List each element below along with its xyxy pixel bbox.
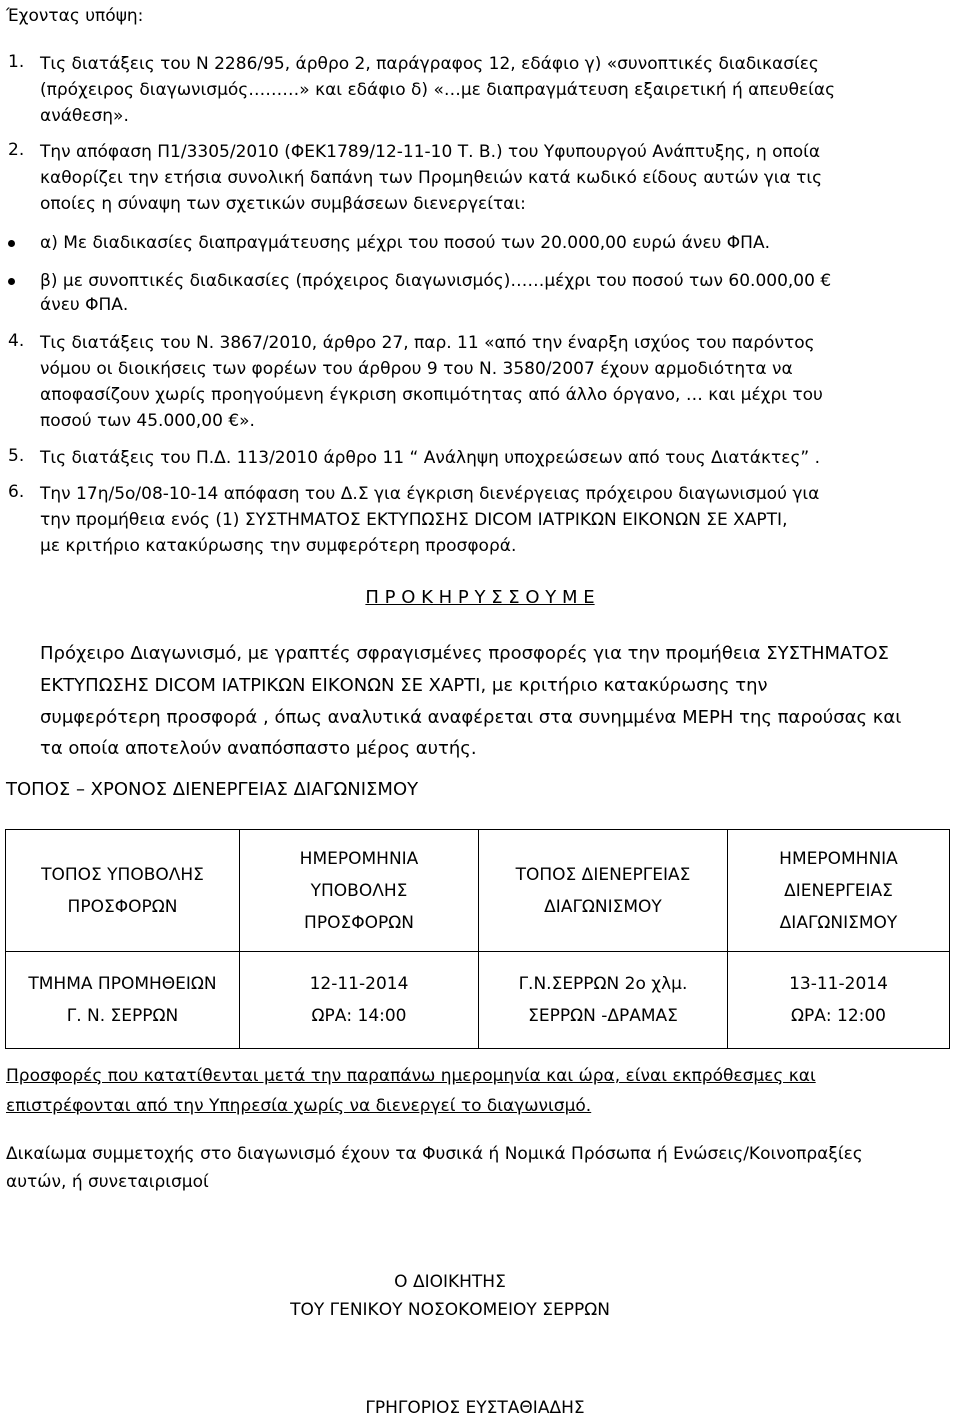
schedule-table	[5, 829, 950, 1049]
cell-line: ΣΕΡΡΩΝ -ΔΡΑΜΑΣ	[528, 1006, 678, 1026]
cell-line: ΗΜΕΡΟΜΗΝΙΑ	[299, 848, 419, 869]
cell-line: ΩΡΑ: 12:00	[791, 1006, 886, 1026]
item-number: 1.	[8, 52, 25, 72]
item-line: Τις διατάξεις του Ν 2286/95, άρθρο 2, παράγραφος 12, εδάφιο γ) «συνοπτικές διαδικασίες	[40, 54, 819, 74]
cell-line: 13-11-2014	[789, 974, 888, 994]
table-header-cell	[6, 830, 240, 952]
table-cell	[479, 952, 728, 1049]
item-line: Τις διατάξεις του Π.Δ. 113/2010 άρθρο 11 “ Ανάληψη υποχρεώσεων από τους Διατάκτες” .	[40, 448, 821, 468]
item-line: οποίες η σύναψη των σχετικών συμβάσεων διενεργείται:	[40, 194, 526, 214]
table-cell	[6, 952, 240, 1049]
page-title: Π Ρ Ο Κ Η Ρ Υ Σ Σ Ο Υ Μ Ε	[365, 587, 595, 608]
item-number: 6.	[8, 482, 25, 502]
item-line: την προμήθεια ενός (1) ΣΥΣΤΗΜΑΤΟΣ ΕΚΤΥΠΩΣΗΣ DICOM ΙΑΤΡΙΚΩΝ ΕΙΚΟΝΩΝ ΣΕ ΧΑΡΤΙ,	[40, 510, 788, 530]
bullet-line: β) με συνοπτικές διαδικασίες (πρόχειρος διαγωνισμός)……μέχρι του ποσού των 60.000,00 €	[40, 271, 832, 291]
item-line: Την 17η/5ο/08-10-14 απόφαση του Δ.Σ για έγκριση διενέργειας πρόχειρου διαγωνισμού για	[40, 484, 820, 504]
participation-line: αυτών, ή συνεταιρισμοί	[6, 1172, 209, 1192]
table-header-cell	[728, 830, 950, 952]
item-line: με κριτήριο κατακύρωσης την συμφερότερη προσφορά.	[40, 536, 517, 556]
table-cell	[728, 952, 950, 1049]
section-heading: ΤΟΠΟΣ – ΧΡΟΝΟΣ ΔΙΕΝΕΡΓΕΙΑΣ ΔΙΑΓΩΝΙΣΜΟΥ	[6, 779, 419, 800]
cell-line: ΤΟΠΟΣ ΥΠΟΒΟΛΗΣ	[41, 864, 204, 885]
item-line: καθορίζει την ετήσια συνολική δαπάνη των Προμηθειών κατά κωδικό είδους αυτών για τις	[40, 168, 823, 188]
cell-line: Γ.Ν.ΣΕΡΡΩΝ 2ο χλμ.	[518, 974, 688, 994]
table-header-row	[6, 830, 950, 952]
cell-line: 12-11-2014	[309, 974, 409, 994]
signature-subtitle: ΤΟΥ ΓΕΝΙΚΟΥ ΝΟΣΟΚΟΜΕΙΟΥ ΣΕΡΡΩΝ	[290, 1300, 610, 1320]
intro-text: Έχοντας υπόψη:	[6, 6, 144, 26]
body-line: τα οποία αποτελούν αναπόσπαστο μέρος αυτής.	[40, 738, 477, 759]
item-line: Τις διατάξεις του Ν. 3867/2010, άρθρο 27, παρ. 11 «από την έναρξη ισχύος του παρόντος	[40, 333, 815, 353]
bullet-icon	[8, 240, 15, 247]
cell-line: ΥΠΟΒΟΛΗΣ	[310, 880, 408, 901]
bullet-line: α) Με διαδικασίες διαπραγμάτευσης μέχρι του ποσού των 20.000,00 ευρώ άνευ ΦΠΑ.	[40, 233, 770, 253]
table-header-cell	[240, 830, 479, 952]
item-line: Την απόφαση Π1/3305/2010 (ΦΕΚ1789/12-11-10 Τ. Β.) του Υφυπουργού Ανάπτυξης, η οποία	[40, 142, 821, 162]
cell-line: ΔΙΕΝΕΡΓΕΙΑΣ	[784, 880, 893, 901]
cell-line: ΤΟΠΟΣ ΔΙΕΝΕΡΓΕΙΑΣ	[515, 864, 691, 885]
cell-line: ΠΡΟΣΦΟΡΩΝ	[304, 912, 414, 933]
table-header-cell	[479, 830, 728, 952]
participation-line: Δικαίωμα συμμετοχής στο διαγωνισμό έχουν τα Φυσικά ή Νομικά Πρόσωπα ή Ενώσεις/Κοινοπραξίες	[6, 1144, 863, 1164]
table-row	[6, 952, 950, 1049]
item-line: νόμου οι διοικήσεις των φορέων του άρθρου 9 του Ν. 3580/2007 έχουν αρμοδιότητα να	[40, 359, 793, 379]
cell-line: ΗΜΕΡΟΜΗΝΙΑ	[779, 848, 898, 869]
body-line: συμφερότερη προσφορά , όπως αναλυτικά αναφέρεται στα συνημμένα ΜΕΡΗ της παρούσας και	[40, 707, 902, 728]
cell-line: ΠΡΟΣΦΟΡΩΝ	[67, 896, 178, 917]
bullet-icon	[8, 278, 15, 285]
cell-line: ΔΙΑΓΩΝΙΣΜΟΥ	[779, 912, 898, 933]
item-line: (πρόχειρος διαγωνισμός………» και εδάφιο δ) «…με διαπραγμάτευση εξαιρετική ή απευθείας	[40, 80, 836, 100]
item-line: ανάθεση».	[40, 106, 129, 126]
cell-line: ΔΙΑΓΩΝΙΣΜΟΥ	[544, 896, 662, 917]
body-line: Πρόχειρο Διαγωνισμό, με γραπτές σφραγισμένες προσφορές για την προμήθεια ΣΥΣΤΗΜΑΤΟΣ	[40, 643, 889, 664]
notice-line: Προσφορές που κατατίθενται μετά την παραπάνω ημερομηνία και ώρα, είναι εκπρόθεσμες και	[6, 1066, 816, 1086]
signatory-name: ΓΡΗΓΟΡΙΟΣ ΕΥΣΤΑΘΙΑΔΗΣ	[365, 1398, 585, 1418]
item-number: 2.	[8, 140, 25, 160]
table-cell	[240, 952, 479, 1049]
item-number: 5.	[8, 446, 25, 466]
cell-line: ΩΡΑ: 14:00	[311, 1006, 407, 1026]
signature-title: Ο ΔΙΟΙΚΗΤΗΣ	[394, 1272, 506, 1292]
cell-line: Γ. Ν. ΣΕΡΡΩΝ	[66, 1006, 179, 1026]
item-line: ποσού των 45.000,00 €».	[40, 411, 255, 431]
item-line: αποφασίζουν χωρίς προηγούμενη έγκριση σκοπιμότητας από άλλο όργανο, … και μέχρι του	[40, 385, 823, 405]
cell-line: ΤΜΗΜΑ ΠΡΟΜΗΘΕΙΩΝ	[28, 974, 217, 994]
bullet-line: άνευ ΦΠΑ.	[40, 295, 129, 315]
body-line: ΕΚΤΥΠΩΣΗΣ DICOM ΙΑΤΡΙΚΩΝ ΕΙΚΟΝΩΝ ΣΕ ΧΑΡΤΙ, με κριτήριο κατακύρωσης την	[40, 675, 768, 696]
item-number: 4.	[8, 331, 25, 351]
notice-line: επιστρέφονται από την Υπηρεσία χωρίς να διενεργεί το διαγωνισμό.	[6, 1096, 592, 1116]
